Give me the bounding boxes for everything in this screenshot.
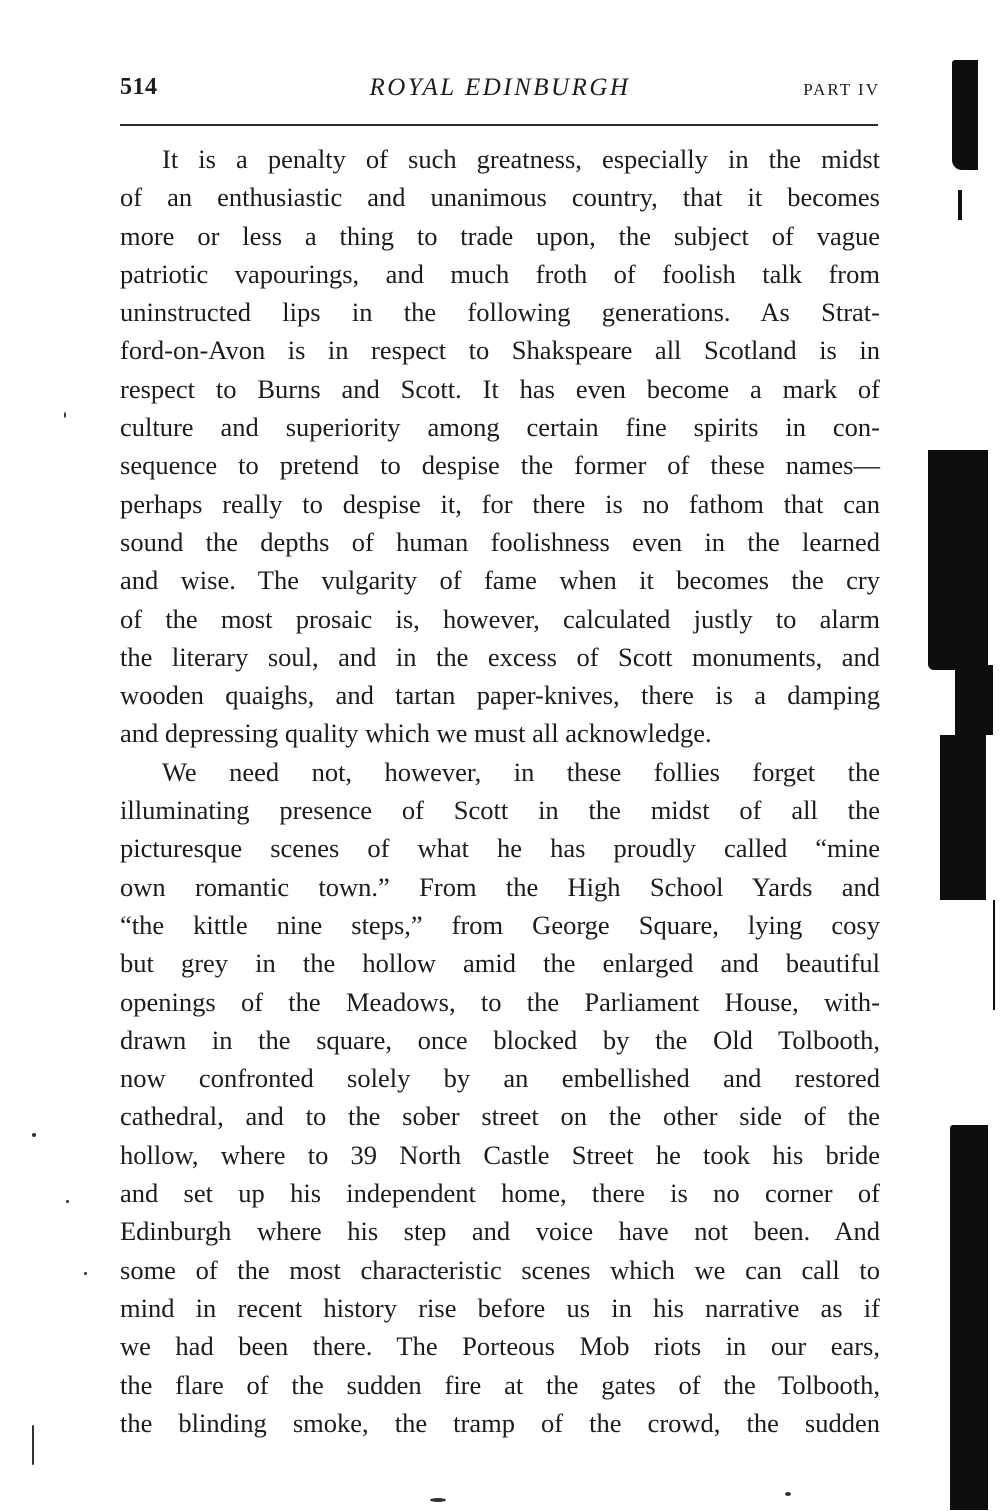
paragraph-2 (120, 753, 880, 1442)
text-line: the literary soul, and in the excess of Scott monuments, and (120, 641, 880, 672)
body-text (120, 140, 880, 1442)
text-line: own romantic town.” From the High School Yards and (120, 871, 880, 902)
text-line: now confronted solely by an embellished and restored (120, 1063, 880, 1094)
text-line: cathedral, and to the sober street on the other side of the (120, 1101, 880, 1132)
text-line: more or less a thing to trade upon, the subject of vague (120, 220, 880, 251)
scan-edge-shadow (950, 1125, 988, 1510)
scan-speck (64, 412, 66, 418)
text-line: and set up his independent home, there is no corner of (120, 1178, 880, 1209)
text-line: hollow, where to 39 North Castle Street he took his bride (120, 1139, 880, 1170)
scan-edge-shadow (993, 900, 995, 1010)
scan-speck (66, 1200, 69, 1203)
scan-speck (785, 1492, 791, 1496)
text-line: wooden quaighs, and tartan paper-knives, there is a damping (120, 680, 880, 711)
text-line: Edinburgh where his step and voice have not been. And (120, 1216, 880, 1247)
text-line: “the kittle nine steps,” from George Square, lying cosy (120, 909, 880, 940)
text-line: patriotic vapourings, and much froth of foolish talk from (120, 258, 880, 289)
text-line: uninstructed lips in the following generations. As Strat- (120, 297, 880, 328)
scan-edge-shadow (952, 60, 978, 170)
page-number: 514 (120, 74, 158, 100)
text-line: the blinding smoke, the tramp of the crowd, the sudden (120, 1407, 880, 1438)
scan-edge-shadow (940, 735, 986, 900)
scan-speck (32, 1133, 36, 1137)
scan-speck (430, 1498, 446, 1502)
text-line: but grey in the hollow amid the enlarged and beautiful (120, 948, 880, 979)
text-line: drawn in the square, once blocked by the Old Tolbooth, (120, 1024, 880, 1055)
text-line: sequence to pretend to despise the former of these names— (120, 450, 880, 481)
text-line: We need not, however, in these follies forget the (162, 756, 880, 787)
scan-edge-shadow (958, 190, 962, 220)
text-line: respect to Burns and Scott. It has even become a mark of (120, 373, 880, 404)
text-line: perhaps really to despise it, for there is no fathom that can (120, 488, 880, 519)
text-line: of the most prosaic is, however, calculated justly to alarm (120, 603, 880, 634)
scan-edge-shadow (955, 665, 993, 735)
text-line: we had been there. The Porteous Mob riots in our ears, (120, 1331, 880, 1362)
scan-speck (32, 1425, 34, 1465)
text-line: and depressing quality which we must all acknowledge. (120, 718, 712, 749)
text-line: picturesque scenes of what he has proudly called “mine (120, 833, 880, 864)
scan-edge-shadow (928, 450, 988, 670)
text-line: of an enthusiastic and unanimous country, that it becomes (120, 182, 880, 213)
text-line: It is a penalty of such greatness, especially in the midst (162, 144, 880, 174)
text-line: illuminating presence of Scott in the midst of all the (120, 795, 880, 826)
text-line: the flare of the sudden fire at the gates of the Tolbooth, (120, 1369, 880, 1400)
text-line: culture and superiority among certain fine spirits in con- (120, 412, 880, 443)
text-line: mind in recent history rise before us in his narrative as if (120, 1292, 880, 1323)
text-line: openings of the Meadows, to the Parliament House, with- (120, 986, 880, 1017)
text-line: sound the depths of human foolishness even in the learned (120, 526, 880, 557)
text-line: ford-on-Avon is in respect to Shakspeare all Scotland is in (120, 335, 880, 366)
text-line: and wise. The vulgarity of fame when it becomes the cry (120, 565, 880, 596)
text-line: some of the most characteristic scenes which we can call to (120, 1254, 880, 1285)
part-label: PART IV (803, 80, 880, 99)
running-title: ROYAL EDINBURGH (369, 74, 631, 101)
running-header (120, 72, 880, 112)
header-rule (120, 124, 878, 126)
scan-speck (84, 1272, 87, 1275)
paragraph-1 (120, 140, 880, 753)
